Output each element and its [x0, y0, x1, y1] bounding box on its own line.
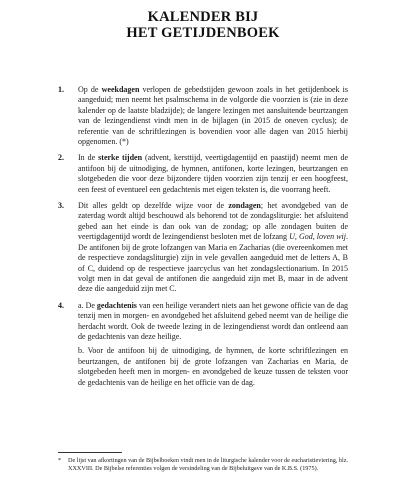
rule-paragraph: [78, 201, 348, 295]
rule-body: [78, 85, 348, 147]
footnote-divider: [58, 452, 122, 453]
footnote-text: De lijst van afkortingen van de Bijbelboeken vindt men in de liturgische kalender voor de eucharistieviering, blz. XXXVIII. De Bijbelse referenties volgen de versindeling van de Bijbeluitgave van de K.B.S. (1975).: [68, 457, 348, 472]
footnote: [58, 457, 348, 473]
rule-item-strong-seasons: [58, 153, 348, 195]
rule-item-sundays: [58, 201, 348, 295]
rule-keyword: gedachtenis: [96, 300, 137, 310]
rule-paragraph: [78, 153, 348, 195]
rule-item-weekdays: [58, 85, 348, 147]
rule-text: Dit alles geldt op dezelfde wijze voor de: [78, 201, 229, 211]
rule-number: 2.: [58, 153, 64, 163]
rule-text: (advent, kersttijd, veertigdagentijd en paastijd) neemt men de antifoon bij de uitnodiging, de hymnen, antifonen, korte lezingen, beurtzangen en slotgebeden die voor deze bijzondere tijden voorzien zijn tenzij er een hoogfeest, een feest of eventueel een gedachtenis met eigen teksten is, die voorrang heeft.: [78, 153, 348, 194]
title-spacer: [58, 41, 348, 85]
rule-text: van een heilige verandert niets aan het gewone officie van de dag tenzij men in morgen- en avondgebed het afsluitend gebed neemt van de heilige die herdacht wordt. Ook de tweede lezing in de lezingendienst wordt dan ontleend aan de gedachtenis van deze heilige.: [78, 300, 348, 341]
rule-text: a. De: [78, 300, 97, 310]
rule-number: 1.: [58, 85, 64, 94]
rule-text: Op de: [78, 85, 102, 94]
rule-paragraph-b: b. Voor de antifoon bij de uitnodiging, de hymnen, de korte schriftlezingen en beurtzangen, de antifonen bij de grote lofzangen van Zacharias en Maria, de slotgebeden heeft men in morgen- en avondgebed de keuze tussen de teksten voor de gedachtenis van de heilige en het officie van de dag.: [78, 346, 348, 387]
rule-item-memorials: [58, 301, 348, 388]
rule-text: verlopen de gebedstijden gewoon zoals in het getijdenboek is aangeduid; men neemt het psalmschema in de volgorde die voorzien is (zie in deze kalender op de laatste bladzijde); de langere lezingen met aansluitende beurtzangen van de lezingendienst vindt men in de bijlagen (in 2015 de oneven cyclus); de referentie van de schriftlezingen is bovendien voor alle dagen van 2015 hierbij opgenomen. (*): [78, 85, 349, 147]
rule-body: [78, 201, 348, 295]
footnote-area: [58, 452, 348, 473]
rule-italic-phrase: U, God, loven wij: [289, 232, 346, 242]
rule-number: 4.: [58, 300, 64, 310]
rule-text: ; het avondgebed van de zaterdag wordt altijd beschouwd als behorend tot de zondagsliturgie: het afsluitend gebed aan het einde is dan ook van de zondag; op alle zondagen buiten de veertigdagentijd wordt de lezingendienst besloten met de lofzang: [78, 201, 349, 242]
rule-keyword: weekdagen: [101, 85, 140, 94]
rule-body: [78, 153, 348, 195]
rule-body: [78, 301, 348, 388]
rule-keyword: sterke tijden: [98, 153, 143, 163]
calendar-rules-list: [58, 85, 348, 388]
page-title: [58, 9, 348, 41]
rule-text: . De antifonen bij de grote lofzangen van Maria en Zacharias (die overeenkomen met de respectieve zondagsliturgie) zijn in vele gevallen aangeduid met de letters A, B of C, duidend op de respectieve jaarcyclus van het zondagslectionarium. In 2015 volgt men in dat geval de antifonen die aangeduid zijn met B, maar in de advent deze die aangeduid zijn met C.: [78, 232, 348, 294]
rule-paragraph-a: [78, 301, 348, 343]
footnote-mark: *: [58, 457, 62, 464]
rule-keyword: zondagen: [228, 201, 261, 211]
page-title-line-2: HET GETIJDENBOEK: [126, 25, 280, 41]
page-title-line-1: KALENDER BIJ: [147, 9, 259, 25]
rule-text: In de: [78, 153, 99, 163]
rule-paragraph: [78, 85, 348, 147]
rule-number: 3.: [58, 201, 64, 211]
